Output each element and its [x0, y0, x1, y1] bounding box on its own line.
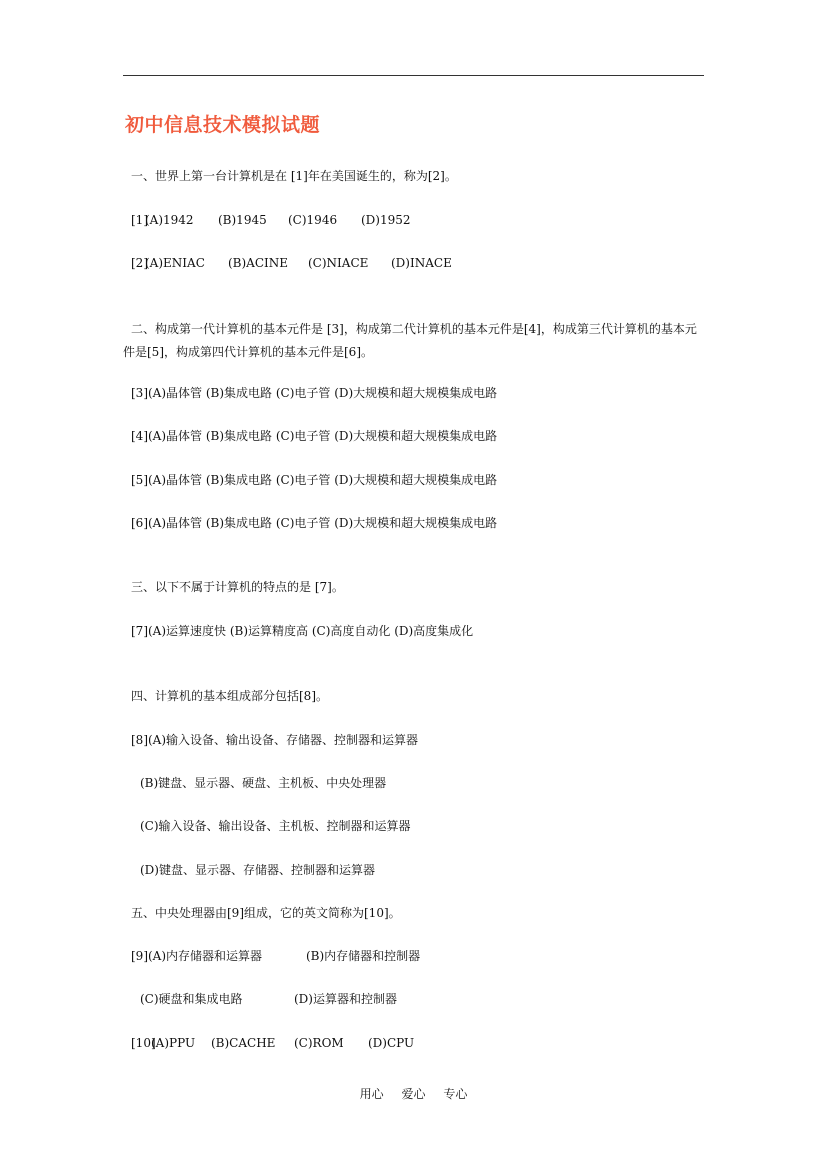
option-a: [9](A)内存储器和运算器 — [131, 949, 263, 963]
question-2-stem: 二、构成第一代计算机的基本元件是 [3]，构成第二代计算机的基本元件是[4]，构成第三代计算机的基本元件是[5]，构成第四代计算机的基本元件是[6]。 — [123, 322, 697, 359]
footer-text-1: 用心 — [359, 1087, 384, 1101]
option-b: (B)1945 — [218, 213, 267, 227]
answer-row-8-d: (D)键盘、显示器、存储器、控制器和运算器 — [140, 863, 375, 877]
option-c: (C)NIACE — [308, 256, 369, 270]
answer-row-7: [7](A)运算速度快 (B)运算精度高 (C)高度自动化 (D)高度集成化 — [131, 624, 474, 638]
option-a: (A)ENIAC — [145, 256, 205, 270]
answer-row-4: [4](A)晶体管 (B)集成电路 (C)电子管 (D)大规模和超大规模集成电路 — [131, 429, 498, 443]
option-a: (A)PPU — [151, 1036, 196, 1050]
question-1-stem: 一、世界上第一台计算机是在 [1]年在美国诞生的，称为[2]。 — [131, 169, 457, 183]
header-rule — [123, 75, 704, 76]
answer-row-5: [5](A)晶体管 (B)集成电路 (C)电子管 (D)大规模和超大规模集成电路 — [131, 473, 498, 487]
option-c: (C)硬盘和集成电路 — [140, 992, 243, 1006]
option-d: (D)INACE — [391, 256, 452, 270]
option-b: (B)ACINE — [228, 256, 289, 270]
answer-row-9 — [131, 946, 451, 967]
option-d: (D)CPU — [368, 1036, 415, 1050]
item-number: [2] — [131, 256, 148, 270]
question-5-stem: 五、中央处理器由[9]组成，它的英文简称为[10]。 — [131, 906, 401, 920]
item-number: [1] — [131, 213, 148, 227]
question-4-stem: 四、计算机的基本组成部分包括[8]。 — [131, 689, 328, 703]
option-b: (B)内存储器和控制器 — [306, 949, 421, 963]
answer-row-10 — [131, 1033, 431, 1054]
footer-text-2: 爱心 — [401, 1087, 426, 1101]
answer-row-6: [6](A)晶体管 (B)集成电路 (C)电子管 (D)大规模和超大规模集成电路 — [131, 516, 498, 530]
item-number: [10] — [131, 1036, 156, 1050]
answer-row-9-cd — [140, 989, 460, 1010]
option-c: (C)1946 — [288, 213, 338, 227]
answer-row-8: [8](A)输入设备、输出设备、存储器、控制器和运算器 — [131, 733, 419, 747]
option-a: (A)1942 — [145, 213, 194, 227]
page-title: 初中信息技术模拟试题 — [125, 114, 321, 136]
option-c: (C)ROM — [294, 1036, 344, 1050]
option-b: (B)CACHE — [211, 1036, 276, 1050]
option-d: (D)1952 — [361, 213, 411, 227]
answer-row-3: [3](A)晶体管 (B)集成电路 (C)电子管 (D)大规模和超大规模集成电路 — [131, 386, 498, 400]
footer-text-3: 专心 — [443, 1087, 468, 1101]
answer-row-8-c: (C)输入设备、输出设备、主机板、控制器和运算器 — [140, 819, 411, 833]
option-d: (D)运算器和控制器 — [294, 992, 397, 1006]
answer-row-8-b: (B)键盘、显示器、硬盘、主机板、中央处理器 — [140, 776, 387, 790]
answer-row-2 — [131, 253, 461, 274]
question-3-stem: 三、以下不属于计算机的特点的是 [7]。 — [131, 580, 344, 594]
answer-row-1 — [131, 210, 431, 231]
page-footer — [0, 1085, 827, 1102]
